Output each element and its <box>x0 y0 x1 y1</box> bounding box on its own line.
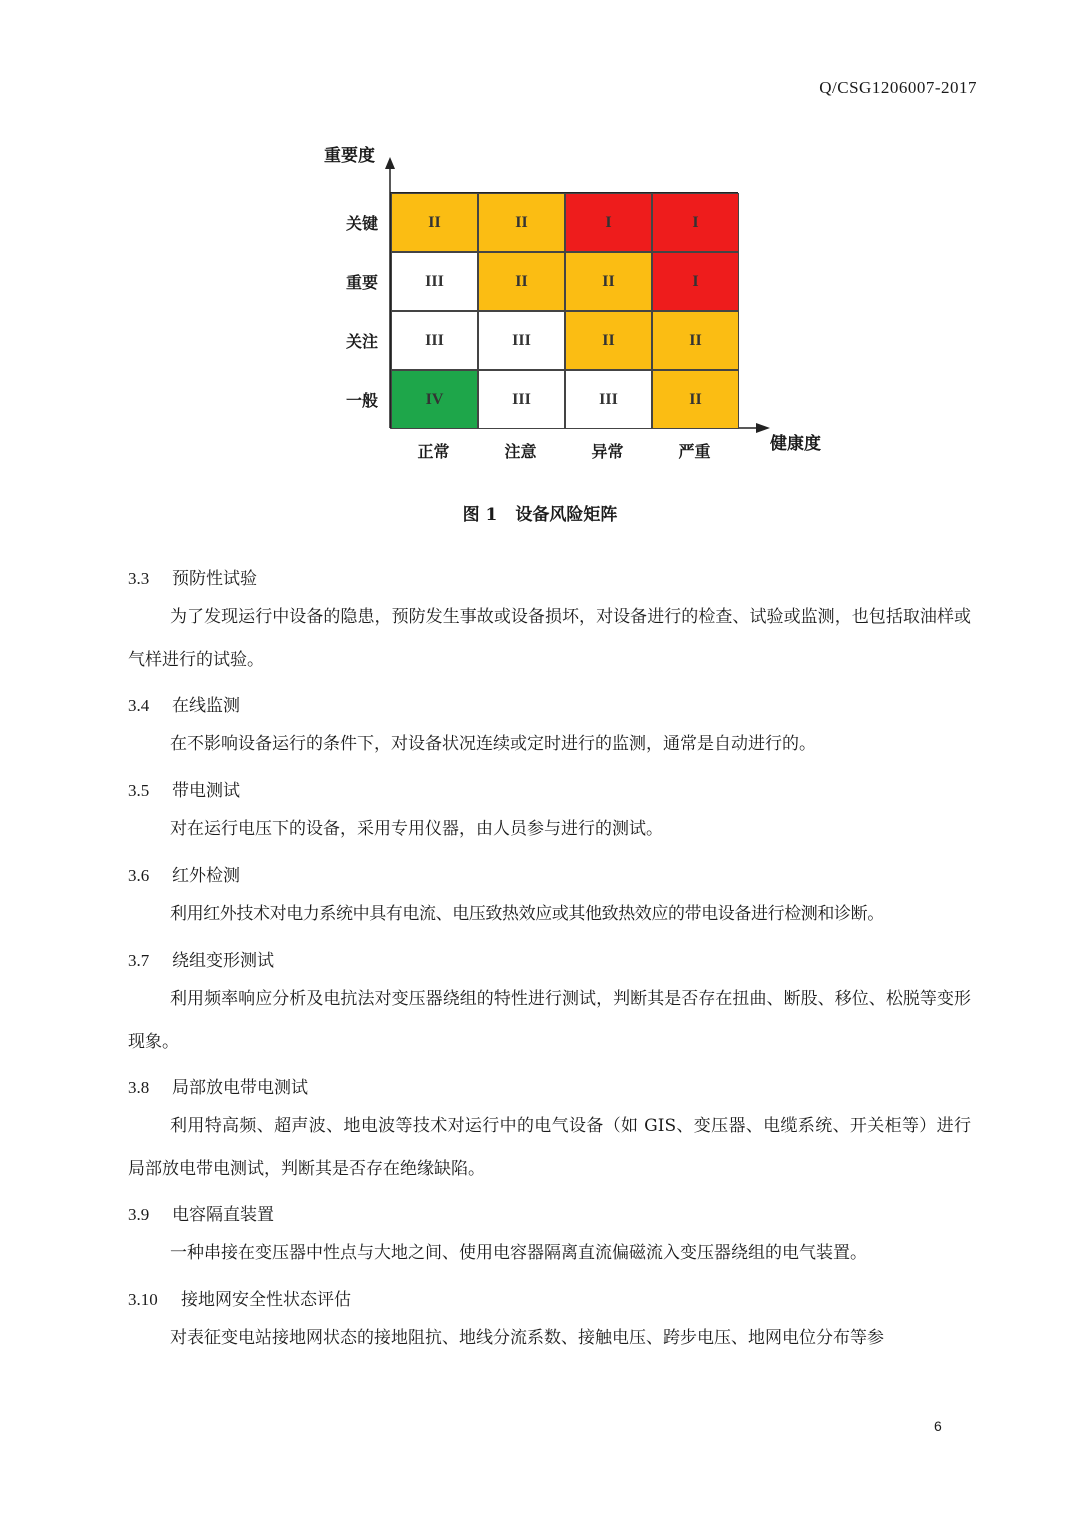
matrix-cell: II <box>652 311 739 370</box>
column-label: 严重 <box>678 442 711 461</box>
matrix-cell: I <box>652 252 739 311</box>
section-text: 一种串接在变压器中性点与大地之间、使用电容器隔离直流偏磁流入变压器绕组的电气装置。 <box>170 1243 867 1263</box>
section-text: 利用红外技术对电力系统中具有电流、电压致热效应或其他致热效应的带电设备进行检测和诊断。 <box>170 904 884 924</box>
section-text: 利用频率响应分析及电抗法对变压器绕组的特性进行测试，判断其是否存在扭曲、断股、移位、松脱等变形现象。 <box>128 989 971 1052</box>
section-text: 在不影响设备运行的条件下，对设备状况连续或定时进行的监测，通常是自动进行的。 <box>170 734 816 754</box>
section-text: 对表征变电站接地网状态的接地阻抗、地线分流系数、接触电压、跨步电压、地网电位分布等参 <box>170 1328 884 1348</box>
matrix-cell: III <box>478 370 565 429</box>
matrix-cell: II <box>565 252 652 311</box>
section-text: 对在运行电压下的设备，采用专用仪器，由人员参与进行的测试。 <box>170 819 663 839</box>
matrix-grid <box>390 192 738 428</box>
figure-caption <box>0 500 1080 525</box>
x-axis-title: 健康度 <box>770 434 821 454</box>
matrix-cell: III <box>391 252 478 311</box>
caption-number: 图 1 <box>462 505 498 525</box>
risk-matrix-figure <box>300 135 860 475</box>
section-heading: 3.8 局部放电带电测试 <box>128 1078 308 1098</box>
section-text: 利用特高频、超声波、地电波等技术对运行中的电气设备（如 GIS、变压器、电缆系统、开关柜等）进行局部放电带电测试，判断其是否存在绝缘缺陷。 <box>128 1116 971 1179</box>
x-axis-arrow-icon <box>756 423 770 433</box>
matrix-cell: I <box>652 193 739 252</box>
caption-text: 设备风险矩阵 <box>515 505 618 525</box>
column-label: 正常 <box>417 442 450 461</box>
section-heading: 3.6 红外检测 <box>128 866 240 886</box>
document-code: Q/CSG1206007-2017 <box>819 78 977 97</box>
matrix-cell: II <box>478 193 565 252</box>
y-axis-title: 重要度 <box>324 146 375 166</box>
section-heading: 3.9 电容隔直装置 <box>128 1205 274 1225</box>
section-text: 为了发现运行中设备的隐患，预防发生事故或设备损坏，对设备进行的检查、试验或监测，也包括取油样或气样进行的试验。 <box>128 607 971 670</box>
column-label: 异常 <box>591 442 624 461</box>
section-heading: 3.3 预防性试验 <box>128 569 257 589</box>
row-label: 关注 <box>345 332 378 351</box>
row-label: 重要 <box>345 273 378 292</box>
y-axis-arrow-icon <box>385 157 395 169</box>
matrix-cell: III <box>391 311 478 370</box>
matrix-cell: I <box>565 193 652 252</box>
section-heading: 3.7 绕组变形测试 <box>128 951 274 971</box>
row-label: 关键 <box>345 214 378 233</box>
matrix-cell: III <box>478 311 565 370</box>
matrix-cell: II <box>652 370 739 429</box>
section-heading: 3.5 带电测试 <box>128 781 240 801</box>
section-heading: 3.4 在线监测 <box>128 696 240 716</box>
section-heading: 3.10 接地网安全性状态评估 <box>128 1290 351 1310</box>
matrix-cell: II <box>565 311 652 370</box>
matrix-cell: IV <box>391 370 478 429</box>
page-number: 6 <box>934 1418 942 1434</box>
matrix-cell: II <box>478 252 565 311</box>
row-label: 一般 <box>345 391 378 410</box>
matrix-cell: II <box>391 193 478 252</box>
column-label: 注意 <box>504 442 537 461</box>
matrix-cell: III <box>565 370 652 429</box>
